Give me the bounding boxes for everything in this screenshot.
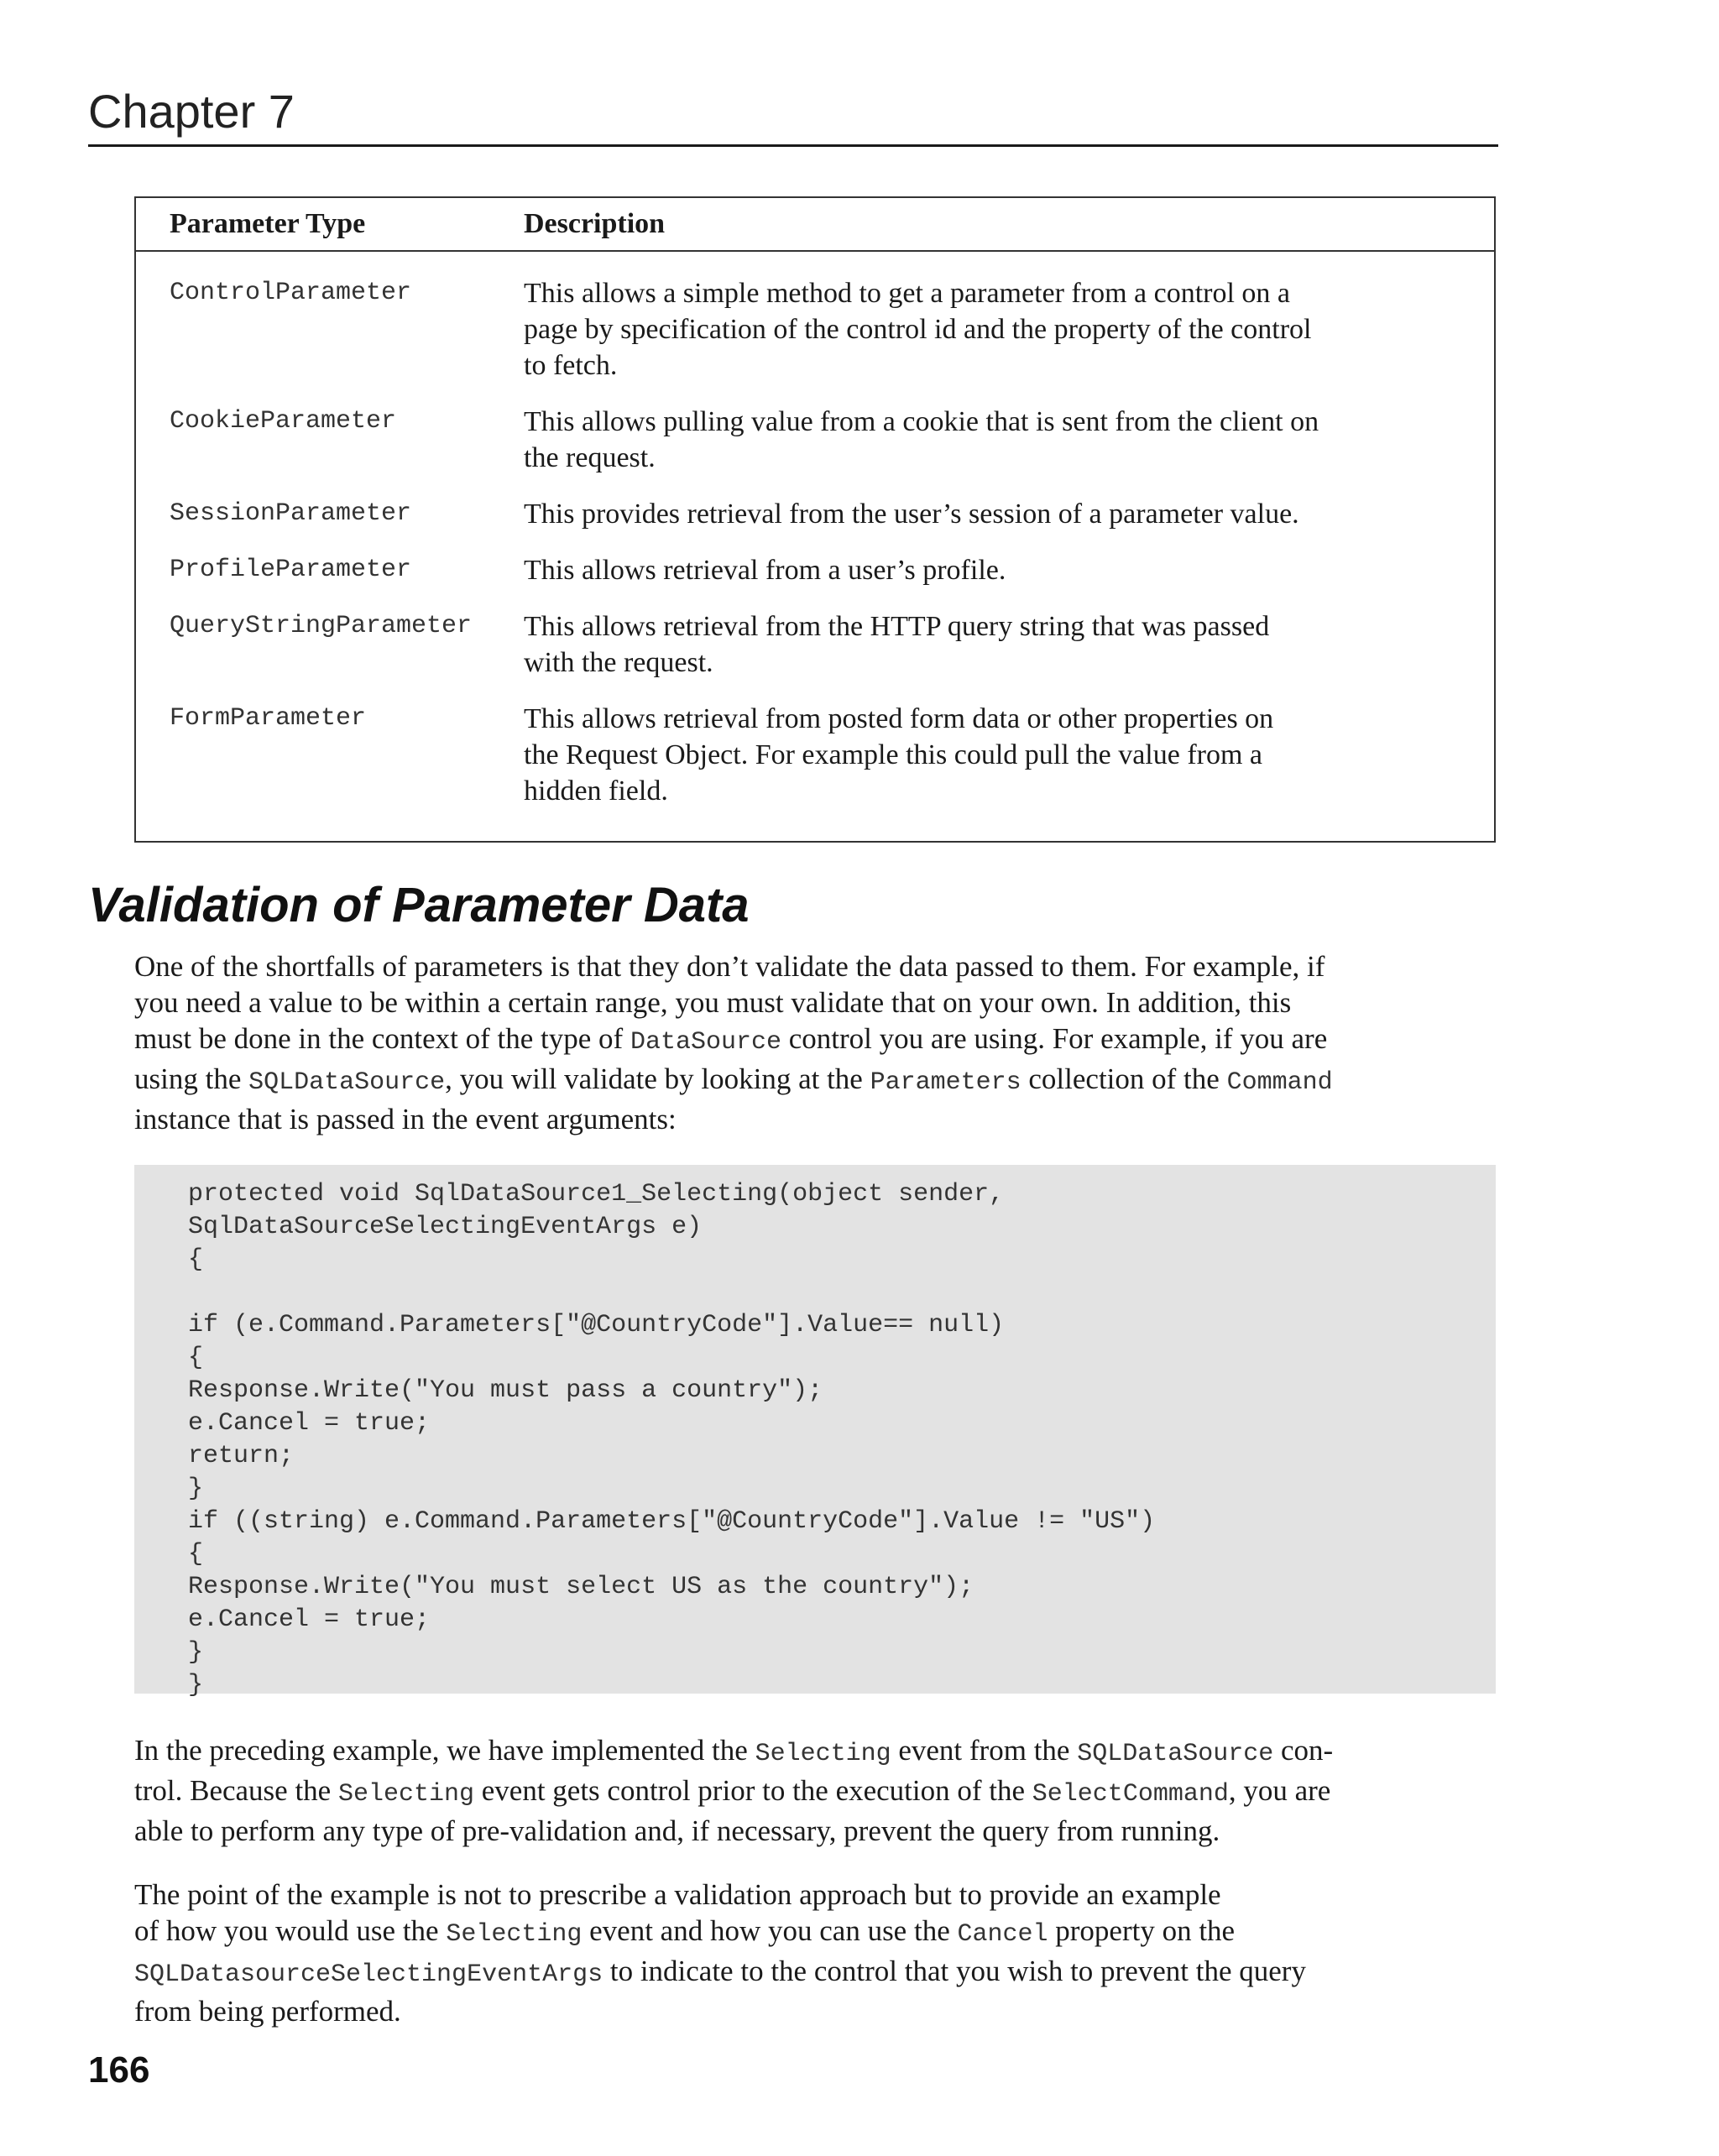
code-line: { (188, 1344, 204, 1372)
code-listing (134, 1165, 1496, 1699)
paragraph-line (134, 1021, 1496, 1061)
paragraph-line: The point of the example is not to prescribe a validation approach but to provide an example (134, 1878, 1221, 1911)
description-cell (524, 701, 1494, 809)
description-line: This allows pulling value from a cookie that is sent from the client on (524, 406, 1319, 437)
description-line: to fetch. (524, 350, 618, 381)
code-line: } (188, 1638, 204, 1667)
inline-code: Command (1226, 1068, 1333, 1097)
parameter-type-table (134, 196, 1496, 843)
code-line: protected void SqlDataSource1_Selecting(object sender, (188, 1180, 1005, 1209)
inline-code: Cancel (957, 1920, 1048, 1949)
code-line (188, 1276, 1496, 1309)
inline-code: Parameters (870, 1068, 1021, 1097)
text-run: must be done in the context of the type of (134, 1022, 630, 1055)
code-line: } (188, 1475, 204, 1503)
description-cell (524, 404, 1494, 476)
code-line: if ((string) e.Command.Parameters["@CountryCode"].Value != "US") (188, 1507, 1156, 1536)
description-line: This allows a simple method to get a parameter from a control on a (524, 278, 1291, 309)
text-run: property on the (1048, 1914, 1236, 1947)
inline-code: SelectCommand (1032, 1780, 1229, 1809)
text-run: of how you would use the (134, 1914, 447, 1947)
table-row (136, 552, 1494, 588)
inline-code: DataSource (630, 1028, 781, 1057)
description-line: page by specification of the control id and the property of the control (524, 314, 1312, 345)
description-line: This allows retrieval from the HTTP query string that was passed (524, 611, 1270, 642)
code-line: if (e.Command.Parameters["@CountryCode"].Value== null) (188, 1311, 1005, 1339)
paragraph-line (134, 1061, 1496, 1101)
text-run: , you are (1228, 1774, 1331, 1807)
paragraph-line (134, 1732, 1496, 1772)
paragraph-line: instance that is passed in the event arguments: (134, 1103, 677, 1135)
paragraph-line (134, 1953, 1496, 1993)
text-run: event and how you can use the (582, 1914, 958, 1947)
description-cell (524, 496, 1494, 532)
description-line: This allows retrieval from a user’s profile. (524, 555, 1006, 586)
inline-code: Selecting (446, 1920, 583, 1949)
paragraph-line (134, 1772, 1496, 1813)
description-line: the Request Object. For example this could pull the value from a (524, 739, 1262, 770)
description-cell (524, 608, 1494, 681)
paragraph-line (134, 1913, 1496, 1953)
code-line: SqlDataSourceSelectingEventArgs e) (188, 1213, 703, 1241)
table-row (136, 275, 1494, 384)
paragraph-line: you need a value to be within a certain range, you must validate that on your own. In addition, this (134, 986, 1292, 1019)
table-row (136, 608, 1494, 681)
paragraph-line: able to perform any type of pre-validation and, if necessary, prevent the query from running. (134, 1814, 1220, 1847)
code-line: { (188, 1245, 204, 1274)
description-cell (524, 552, 1494, 588)
text-run: event gets control prior to the execution of the (474, 1774, 1032, 1807)
description-line: This allows retrieval from posted form data or other properties on (524, 703, 1274, 734)
table-body (136, 252, 1494, 841)
description-line: This provides retrieval from the user’s session of a parameter value. (524, 499, 1299, 530)
text-run: , you will validate by looking at the (445, 1062, 870, 1095)
page-number: 166 (88, 2049, 150, 2091)
table-header-row (136, 198, 1494, 252)
text-run: con- (1273, 1734, 1334, 1767)
text-run: collection of the (1021, 1062, 1227, 1095)
code-line: { (188, 1540, 204, 1569)
parameter-type-cell: QueryStringParameter (170, 612, 473, 640)
parameter-type-cell: CookieParameter (170, 407, 397, 436)
text-run: using the (134, 1062, 249, 1095)
description-line: hidden field. (524, 775, 668, 807)
code-line: return; (188, 1442, 295, 1470)
column-header-description: Description (524, 208, 666, 239)
code-line: Response.Write("You must select US as the country"); (188, 1573, 974, 1601)
inline-code: Selecting (337, 1780, 474, 1809)
table-row (136, 701, 1494, 809)
column-header-parameter-type: Parameter Type (170, 208, 366, 239)
parameter-type-cell: ControlParameter (170, 279, 412, 307)
code-line: } (188, 1671, 204, 1699)
parameter-type-cell: SessionParameter (170, 499, 412, 528)
closing-paragraph (134, 1877, 1496, 2029)
code-line: Response.Write("You must pass a country"); (188, 1376, 823, 1405)
chapter-header (88, 84, 1498, 147)
text-run: control you are using. For example, if you are (781, 1022, 1328, 1055)
inline-code: SQLDataSource (248, 1068, 446, 1097)
code-line: e.Cancel = true; (188, 1605, 431, 1634)
text-run: In the preceding example, we have implemented the (134, 1734, 755, 1767)
chapter-title: Chapter 7 (88, 85, 295, 138)
inline-code: Selecting (755, 1740, 891, 1768)
parameter-type-cell: FormParameter (170, 704, 367, 733)
inline-code: SQLDatasourceSelectingEventArgs (134, 1960, 603, 1989)
code-line: e.Cancel = true; (188, 1409, 431, 1438)
text-run: trol. Because the (134, 1774, 338, 1807)
parameter-type-cell: ProfileParameter (170, 556, 412, 584)
text-run: event from the (891, 1734, 1078, 1767)
text-run: to indicate to the control that you wish to prevent the query (603, 1955, 1306, 1987)
table-row (136, 404, 1494, 476)
inline-code: SQLDataSource (1077, 1740, 1274, 1768)
paragraph-line: from being performed. (134, 1995, 401, 2028)
paragraph-line: One of the shortfalls of parameters is that they don’t validate the data passed to them. For example, if (134, 950, 1325, 983)
intro-paragraph (134, 948, 1496, 1137)
description-line: with the request. (524, 647, 713, 678)
description-cell (524, 275, 1494, 384)
description-line: the request. (524, 442, 656, 473)
table-row (136, 496, 1494, 532)
explanation-paragraph (134, 1732, 1496, 1849)
section-heading: Validation of Parameter Data (88, 878, 750, 932)
